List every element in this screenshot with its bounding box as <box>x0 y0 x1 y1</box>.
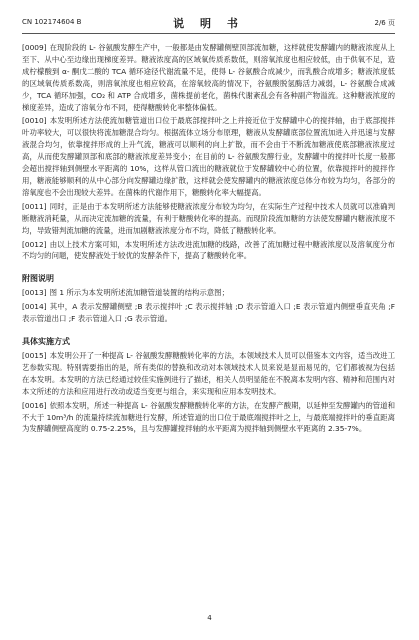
paragraph-0011 <box>22 201 395 237</box>
paragraph-text: 同时，正是由于本发明所述方法能够使糖液浓度分布较为均匀，在实际生产过程中技术人员就可以准确判断糖液消耗量，从而决定流加糖的流量，有利于糖酸转化率的提高。而现阶段流加糖的方法使发酵罐内糖液浓度不均，导致错判流加糖的流量，进而加剧糖液浓度分布不均，降低了糖酸转化率。 <box>22 201 395 235</box>
paragraph-text: 依照本发明，所述一种提高 L- 谷氨酸发酵糖酸转化率的方法，在发酵产酸期，以延伸至发酵罐内的管道和不大于 10m³/h 的流量持续流加糖进行发酵，所述管道的出口位于最底端搅拌叶之上，与最底端搅拌叶的垂直距离为发酵罐侧壁高度的 0.75-2.25%，且与发酵罐搅拌轴的水平距离为搅拌轴到侧壁水平距离的 2.35-7%。 <box>22 400 395 434</box>
paragraph-0014 <box>22 301 395 325</box>
paragraph-0016 <box>22 400 395 436</box>
paragraph-number: [0012] <box>22 239 47 249</box>
paragraph-text: 在现阶段的 L- 谷氨酸发酵生产中，一般都是由发酵罐侧壁顶部流加糖，这样就使发酵罐内的糖液浓度从上至下、从中心至边缘出现梯度差异。糖液浓度高的区域氧传质系数低，则溶氧浓度也相应较低，由于供氧不足，造成柠檬酸到 α- 酮戊二酸的 TCA 循环途径代谢流量不足，使得 L- 谷氨酸合成减少，而乳酸合成增多；糖液浓度低的区域氧传质系数高，则溶氧浓度也相应较高，在溶氧较高的情况下，谷氨酸脱氢酶活力减弱，L- 谷氨酸合成减少，TCA 循环加强，CO₂ 和 ATP 合成增多，菌株提前老化，菌株代谢紊乱会有各种副产物溢流。这种糖液浓度的梯度差异，造成了溶氧分布不同，使得糖酸转化率整体偏低。 <box>22 43 395 112</box>
header-rule <box>22 33 395 34</box>
paragraph-0013 <box>22 287 395 299</box>
paragraph-number: [0009] <box>22 43 47 52</box>
document-title: 说 明 书 <box>173 17 244 30</box>
patent-number: CN 102174604 B <box>22 18 82 26</box>
paragraph-text: 由以上技术方案可知，本发明所述方法改进流加糖的线路，改善了流加糖过程中糖液浓度以及溶氧度分布不均匀的问题，使发酵液处于较优的发酵条件下，提高了糖酸转化率。 <box>22 239 395 261</box>
paragraph-number: [0013] <box>22 288 47 298</box>
paragraph-0010 <box>22 115 395 198</box>
page-ratio: 2/6 页 <box>374 19 395 27</box>
paragraph-text: 本发明公开了一种提高 L- 谷氨酸发酵糖酸转化率的方法，本领域技术人员可以借鉴本文内容，适当改进工艺参数实现。特别需要指出的是，所有类似的替换和改动对本领域技术人员来说是显而易见的，它们都被视为包括在本发明。本发明的方法已经通过较佳实施例进行了描述，相关人员明显能在不脱离本发明内容、精神和范围内对本文所述的方法和应用进行改动或适当变更与组合，来实现和应用本发明技术。 <box>22 351 395 396</box>
section-heading-embodiment: 具体实施方式 <box>22 337 70 347</box>
page-header <box>22 15 395 33</box>
section-heading-drawings: 附图说明 <box>22 274 54 284</box>
paragraph-number: [0016] <box>22 400 47 410</box>
paragraph-number: [0015] <box>22 351 47 361</box>
paragraph-number: [0014] <box>22 302 47 312</box>
paragraph-0009 <box>22 42 395 113</box>
paragraph-text: 图 1 所示为本发明所述流加糖管道装置的结构示意图； <box>49 288 229 298</box>
paragraph-0015 <box>22 350 395 398</box>
page-number: 4 <box>207 614 212 622</box>
paragraph-text: 本发明所述方法使流加糖管道出口位于最底部搅拌叶之上并接近位于发酵罐中心的搅拌轴，由于底部搅拌叶功率较大，可以很快将流加糖混合均匀。根据流体立场分布原理，糖液从发酵罐底部位置流加进入并迅速与发酵液混合均匀，依靠搅拌形成的上升气流，糖液可以顺利的向上扩散，而不会由于不断流加糖液使底部糖液浓度过高，从而使发酵罐顶部和底部的糖液浓度差异变小；在目前的 L- 谷氨酸发酵行业，发酵罐中的搅拌叶长度一般都会超出搅拌轴到侧壁水平距离的 10%，这样从管口流出的糖液就位于发酵罐较中心的位置，依靠搅拌叶的搅拌作用，糖液能够顺利的从中心部分向发酵罐边缘扩散，这样就会使发酵罐内的糖液浓度总体分布较为均匀，各部分的溶氧度也不会出现较大差异。在菌株的代谢作用下，糖酸转化率大幅提高。 <box>22 116 395 197</box>
page-content <box>22 42 395 437</box>
paragraph-text: 其中，A 表示发酵罐侧壁 ;B 表示搅拌叶 ;C 表示搅拌轴 ;D 表示管道入口 ;E 表示管道内侧壁垂直夹角 ;F 表示管道出口 ;F 表示管道入口 ;G 表示管道。 <box>22 302 395 324</box>
paragraph-0012 <box>22 239 395 263</box>
paragraph-number: [0010] <box>22 116 47 126</box>
paragraph-number: [0011] <box>22 201 47 211</box>
